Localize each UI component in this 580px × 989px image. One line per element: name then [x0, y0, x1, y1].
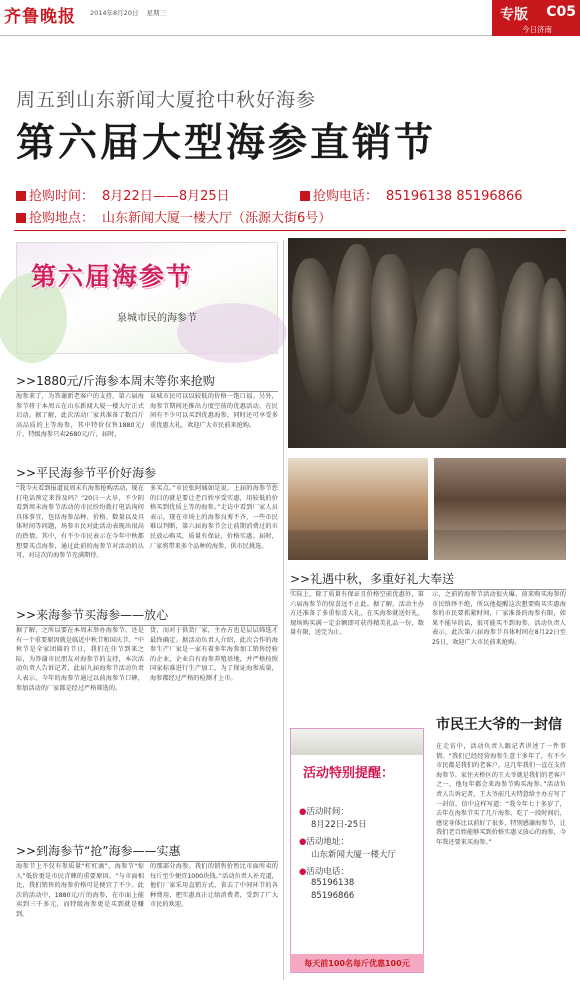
promo-box	[290, 728, 424, 973]
column-rule	[283, 240, 284, 980]
article-text: 的那部分海参。我们的销售价暂比市面所卖的每斤至少便宜1000块钱。”活动负责人补充道，他们厂家采用直销方式，省去了中间环节的各种费用，把实惠真正让给消费者，受到了广大市民的欢迎。	[150, 863, 278, 909]
header-divider	[14, 230, 566, 231]
article-text: 据了解，之所以要在本周末举办海参节，还是有一个重要原因就是临近中秋节和国庆节。“中秋节是全家团圆的节日，我们在佳节到来之际，为答谢市民朋友对海参节的支持，本次活动负责人告诉记者，此届九届海参节活动负责人表示，今年的海参节通过以前海参节口碑，参加活动的厂家都是经过严格筛选的。	[16, 627, 144, 692]
promo-title: 活动特别提醒：	[303, 766, 395, 781]
event-hall-photo	[288, 458, 428, 560]
bullet-square-icon	[300, 191, 310, 201]
section-heading: >>1880元/斤海参本周末等你来抢购	[16, 372, 215, 389]
promo-header-image	[291, 729, 423, 755]
subsection-name: 今日济南	[522, 25, 552, 34]
info-place: 抢购地点： 山东新闻大厦一楼大厅（泺源大街6号）	[16, 207, 331, 226]
page-number: C05	[546, 4, 576, 20]
banner-slogan: 泉城市民的海参节	[117, 313, 197, 324]
dateline	[90, 8, 172, 17]
promo-place-value: 山东新闻大厦一楼大厅	[311, 850, 397, 860]
section-label	[492, 0, 580, 36]
article-text: 泉城市民可以以较低的价格一饱口福。另外，海参节期间还推出力度空前的优惠活动，在民间有不少可以买到优惠海参，同时还可享受多重优惠大礼，欢迎广大市民前来抢购。	[150, 393, 278, 429]
section-name: 专版	[500, 7, 528, 23]
promo-phone-2: 85196866	[311, 891, 355, 901]
section-heading: >>平民海参节平价好海参	[16, 464, 156, 481]
article-text: 货，而对于供货厂家，主办方也是层层筛选才最终确定。据活动负责人介绍，此次合作的海参生产厂家是一家有着多年海参加工销售经验的企业，企业自有海参养殖基地，并严格按照国家标准进行生产加工，为了保证海参质量，海参都经过严格的检测才上市。	[150, 627, 278, 682]
issue-weekday: 星期三	[146, 9, 167, 17]
article-text: 多买点。”市民张阿姨如是说。上届的海参节您的目的就是要让老百姓享受实惠，用较低的价格买到优质上等的海参。”走访中看到厂家人员表示，现在市场上的海参良莠不齐，一些市民难以判断，第六届海参节会让前期消费过的市民放心购买，质量有保证，价格实惠。届时，厂家将带来多个品种的海参，供市民挑选。	[150, 485, 278, 550]
article-text: “我今天看到报道说周末有海参抢购活动，现在打电话预定来得及吗？”20日一大早，不少阴看到周末海参节活动的市民纷纷拨打电话询问具体事宜，包括海参品种、价格、数量以及具体时间等问题，场参市民对此活动表现出很高的热情。其中，有不少市民表示在今年中秋都想要买点海参，通过此前的海参节对活动的认可，对这次的海参节充满期待。	[16, 485, 144, 560]
promo-place-label: ●活动地址：	[299, 837, 349, 847]
promo-time-value: 8月22日-25日	[311, 820, 367, 830]
issue-date: 2014年8月20日	[90, 9, 139, 17]
section-heading: >>礼遇中秋，多重好礼大奉送	[290, 570, 454, 587]
info-time: 抢购时间： 8月22日——8月25日	[16, 185, 230, 204]
sea-cucumber-photo	[288, 238, 566, 448]
letter-text: 在走访中，活动负责人跟记者讲述了一件事情。“我们已经经营海参生意十多年了，有不少市民都是我们的老客户，这几年我们一直在支持海参节。家住天桥区的王大爷就是我们的老客户之一，他每年都会来海参节购买海参。”活动负责人告诉记者，王大爷前几天特意给主办方写了一封信，信中这样写道：“我今年七十多岁了，去年在海参节买了几斤海参，吃了一段时间后，感觉身体比以前好了很多，特别感谢海参节，让我们老百姓能够买到价格实惠又放心的海参，今年我还要来买海参。”	[436, 743, 566, 846]
section-heading: >>到海参节“抢”海参——实惠	[16, 842, 181, 859]
article-text: 实际上，除了质量有保证且价格空前优惠外，第六届海参节的惊喜远不止此。据了解，活动主办方还准备了多重惊喜大礼，在买海参就送好礼，现场购买满一定金额即可获得精美礼品一份，数量有限，送完为止。	[290, 591, 424, 637]
main-headline: 第六届大型海参直销节	[16, 121, 437, 166]
promo-footer: 每天前100名每斤优惠100元	[304, 959, 410, 968]
promo-time-label: ●活动时间：	[299, 807, 349, 817]
bullet-square-icon	[16, 213, 26, 223]
event-crowd-photo	[434, 458, 566, 560]
section-heading: >>来海参节买海参——放心	[16, 606, 168, 623]
article-text: 示，之前的海参节活动很火爆，前来购买海参的市民络绎不绝，所以他提醒这次想要购买实惠海参的市民要抓紧时间，厂家准备的海参有限，如果不能早的话，很可能买不到海参。活动负责人表示，此次第六届海参节具体时间在8月22日至25日，欢迎广大市民前来抢购。	[432, 591, 566, 646]
article-text: 海参来了，为答谢新老客户的支持，第六届海参节将于本周五在山东新闻大厦一楼大厅正式启动。据了解，此次活动厂家共准备了数百斤高品质的上等海参，其中特价仅售1880元/斤，特级海参只卖2680元/斤，届时，	[16, 393, 144, 439]
article-text: 海参节上不仅有参质量“杠杠滴”，海参节“惊人”低价更是市民青睐的重要原因。“与市面相比，我们销售的海参价格可是便宜了不少。此次的活动中，1880元/斤的海参，在市面上能卖到三千多元，而特级海参更是买到就是赚到。	[16, 863, 144, 918]
festival-banner	[16, 242, 278, 354]
promo-phone-label: ●活动电话：	[299, 867, 349, 877]
bullet-square-icon	[16, 191, 26, 201]
info-phone: 抢购电话： 85196138 85196866	[300, 185, 522, 204]
newspaper-logo: 齐鲁晚报	[4, 7, 76, 27]
banner-title: 第六届海参节	[31, 262, 194, 291]
letter-heading: 市民王大爷的一封信	[436, 717, 562, 733]
kicker-headline: 周五到山东新闻大厦抢中秋好海参	[16, 89, 317, 111]
masthead	[0, 0, 580, 36]
promo-phone-1: 85196138	[311, 878, 355, 888]
